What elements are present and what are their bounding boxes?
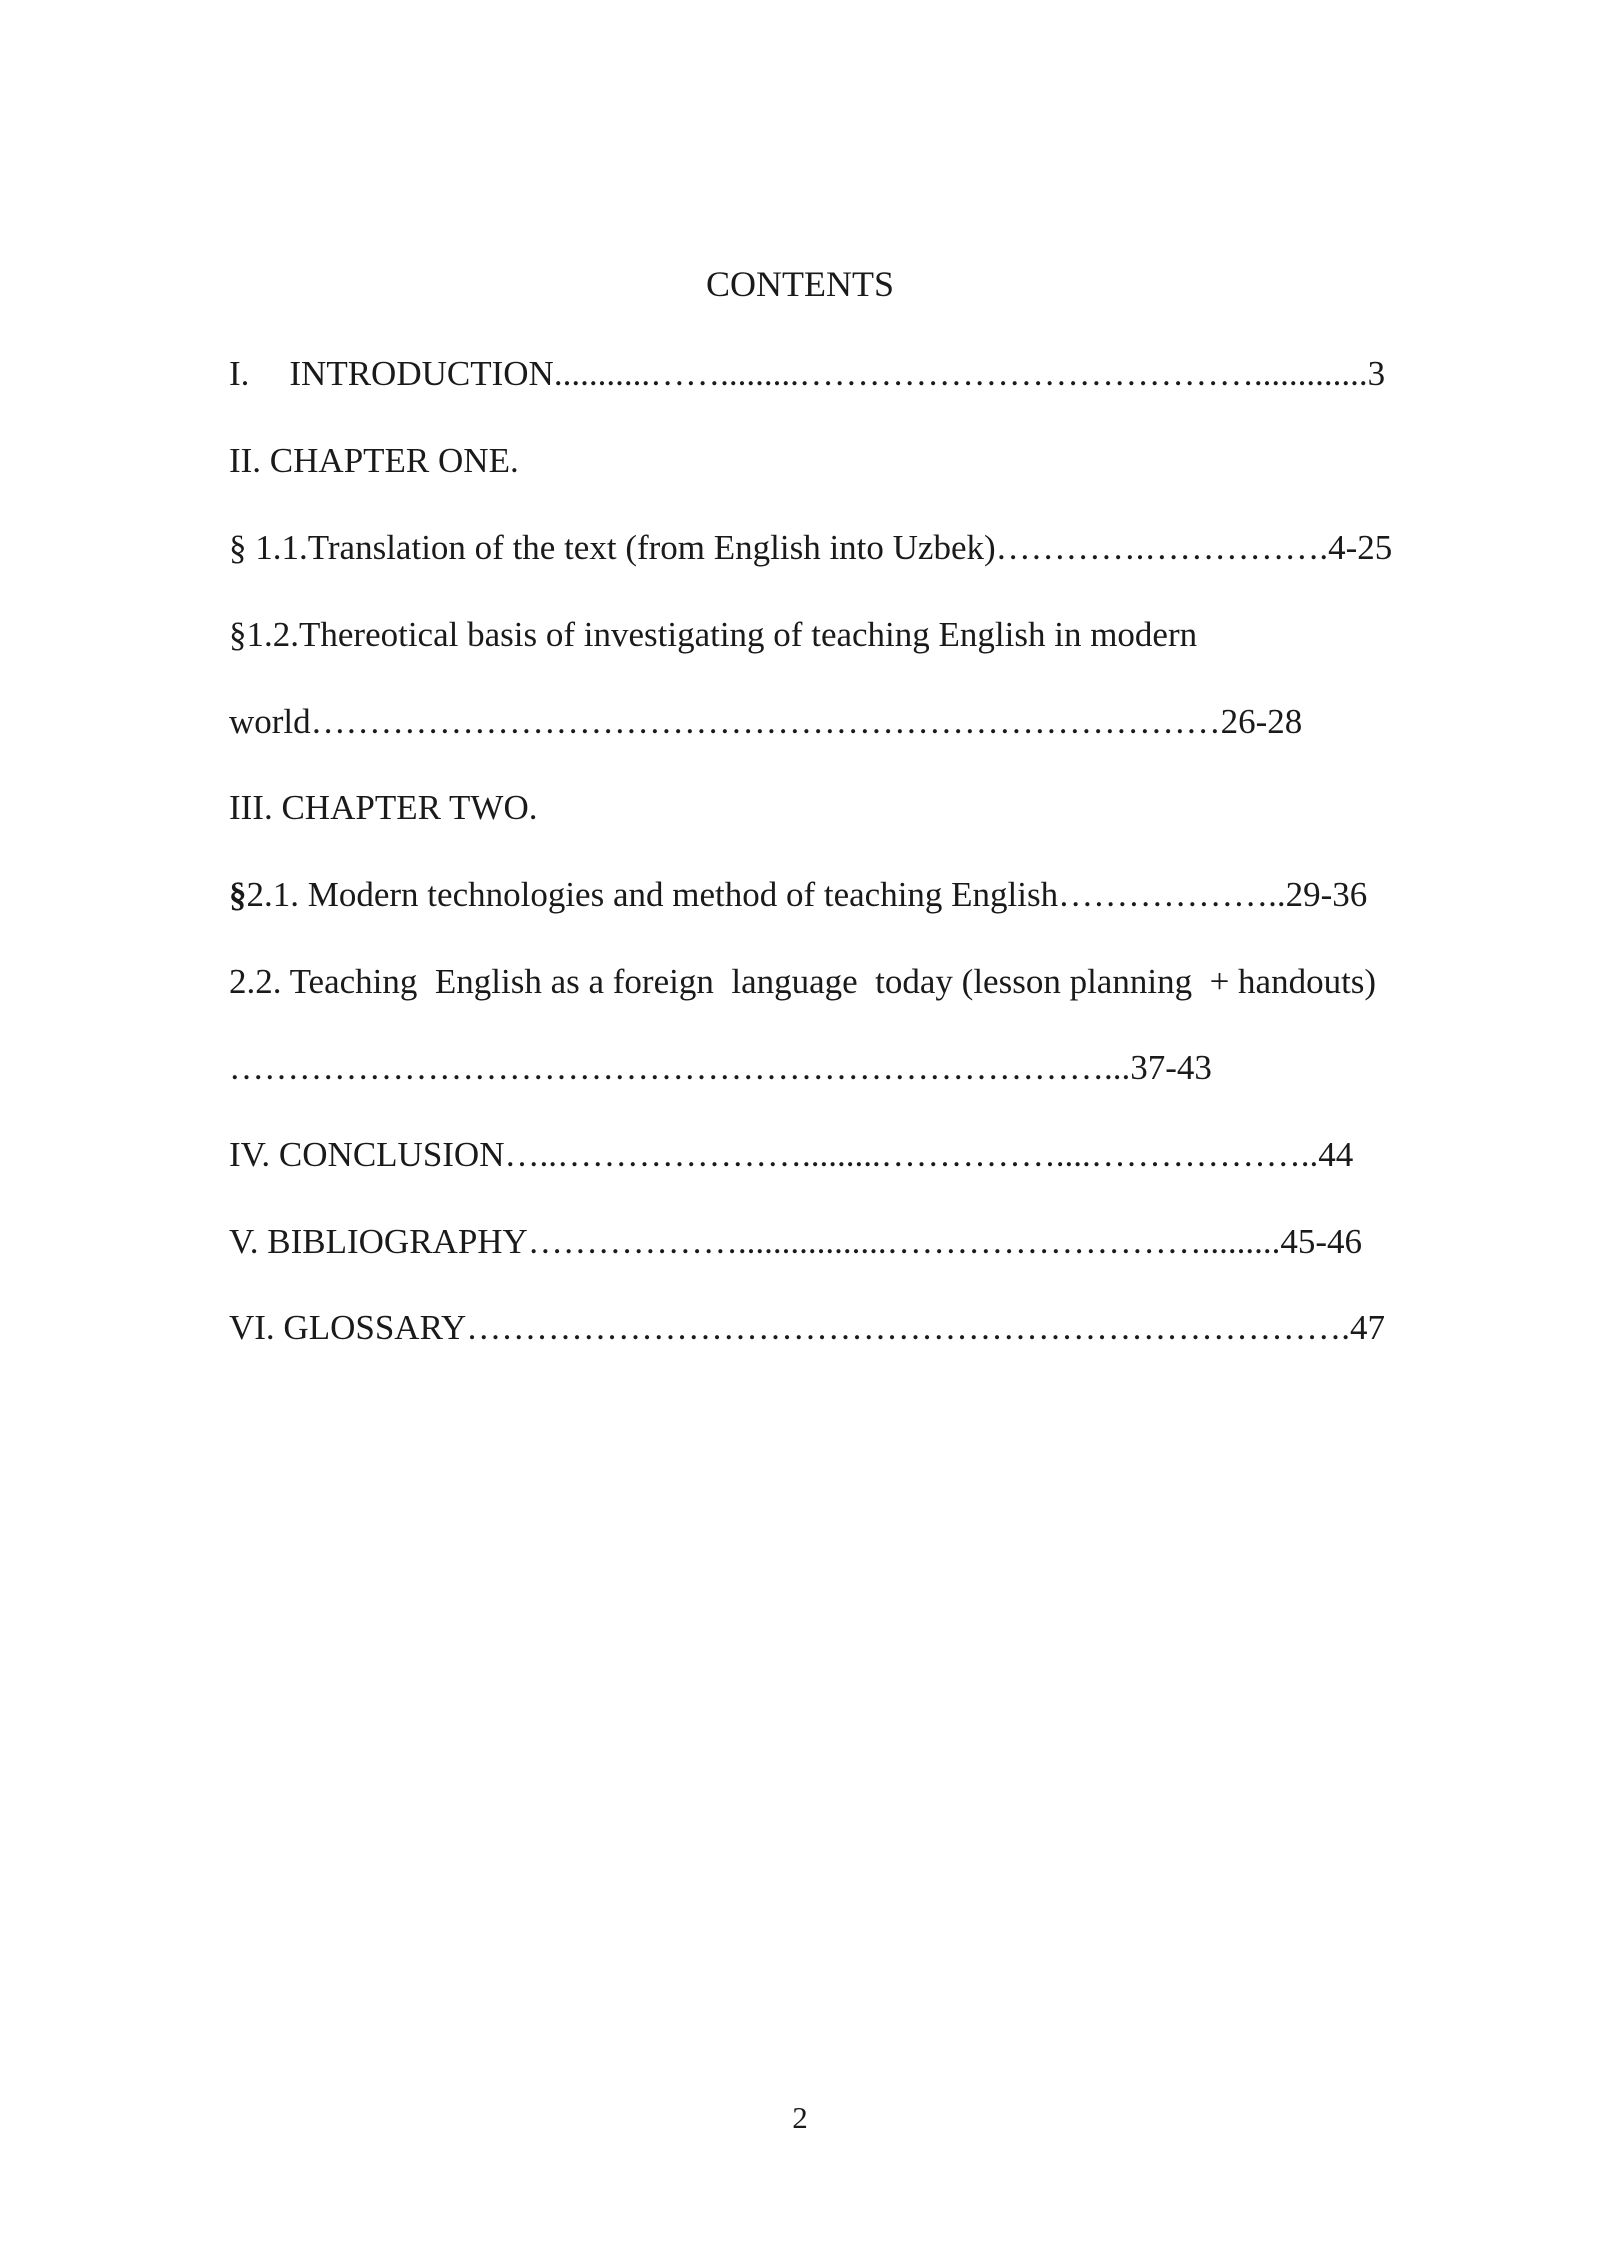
toc-entry-2-2-line2: …………………………………………………………………...37-43 [229, 1048, 1212, 1087]
section-symbol: § [229, 875, 247, 914]
toc-entry-text: 2.1. Modern technologies and method of teaching English………………..29-36 [246, 875, 1368, 914]
toc-entry-bibliography: V. BIBLIOGRAPHY……………….................……………………….........45-46 [229, 1222, 1362, 1261]
toc-entry-1-2-line2: world……………………………………………………………………26-28 [229, 702, 1303, 741]
toc-entry-1-2-line1: §1.2.Thereotical basis of investigating of teaching English in modern [229, 615, 1198, 654]
toc-entry-glossary: VI. GLOSSARY………………………………………………………………….47 [229, 1308, 1386, 1347]
toc-entry-introduction [229, 352, 1385, 396]
contents-heading: CONTENTS [706, 264, 894, 304]
toc-numeral: I. [229, 354, 250, 393]
toc-entry-chapter-one: II. CHAPTER ONE. [229, 441, 519, 480]
toc-entry-chapter-two: III. CHAPTER TWO. [229, 788, 538, 827]
page-number: 2 [792, 2100, 808, 2135]
toc-entry-2-2-line1: 2.2. Teaching English as a foreign language today (lesson planning + handouts) [229, 962, 1377, 1001]
toc-entry-conclusion: IV. CONCLUSION…..………………….........……………....………………..44 [229, 1135, 1354, 1174]
toc-entry-2-1 [229, 873, 1367, 917]
toc-entry-text: INTRODUCTION...........…….........………………………………….............3 [289, 354, 1386, 393]
toc-entry-1-1: § 1.1.Translation of the text (from English into Uzbek)………….…………….4-25 [229, 528, 1393, 567]
